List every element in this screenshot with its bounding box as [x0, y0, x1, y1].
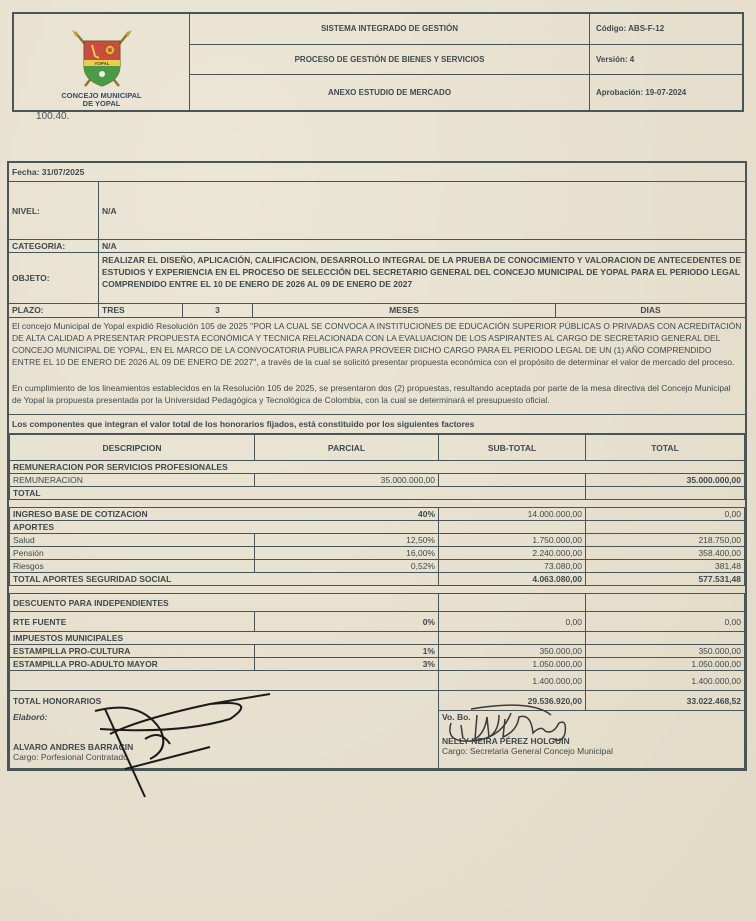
fecha-row [9, 163, 745, 182]
categoria-row [9, 240, 745, 253]
plazo-label: PLAZO: [9, 304, 99, 317]
fees-table-header [10, 435, 745, 461]
coat-of-arms-icon [67, 28, 137, 90]
document-code: Código: ABS-F-12 [590, 13, 744, 44]
row-subtotal: 14.000.000,00 [439, 508, 586, 521]
row-total: 0,00 [586, 508, 745, 521]
row-total: 577.531,48 [586, 573, 745, 586]
row-parcial: 40% [417, 509, 435, 519]
org-name-line1: CONCEJO MUNICIPAL [61, 91, 142, 100]
categoria-value: N/A [102, 241, 117, 251]
table-row [10, 560, 745, 573]
components-statement: Los componentes que integran el valor total de los honorarios fijados, está constituido por los siguientes factores [12, 419, 475, 429]
row-label: TOTAL HONORARIOS [10, 691, 439, 711]
row-parcial: 35.000.000,00 [255, 474, 439, 487]
elaboro-label: Elaboró: [13, 711, 48, 722]
row-label: DESCUENTO PARA INDEPENDIENTES [10, 594, 439, 612]
row-total: 381,48 [586, 560, 745, 573]
row-subtotal: 73.080,00 [439, 560, 586, 573]
table-row [10, 487, 745, 500]
column-header-subtotal: SUB-TOTAL [439, 435, 586, 461]
plazo-text: TRES [99, 304, 183, 317]
row-subtotal: 0,00 [439, 612, 586, 632]
table-row [10, 547, 745, 560]
column-header-parcial: PARCIAL [255, 435, 439, 461]
table-row [10, 612, 745, 632]
row-parcial: 0% [255, 612, 439, 632]
column-header-total: TOTAL [586, 435, 745, 461]
row-label: Pensión [10, 547, 255, 560]
plazo-unit: MESES [253, 304, 556, 317]
plazo-days-label: DIAS [640, 305, 661, 315]
plazo-number: 3 [183, 304, 253, 317]
nivel-label: NIVEL: [9, 182, 99, 239]
column-header-descripcion: DESCRIPCION [10, 435, 255, 461]
table-row [10, 671, 745, 691]
table-row [10, 474, 745, 487]
objeto-label: OBJETO: [9, 253, 99, 303]
row-label: ESTAMPILLA PRO-ADULTO MAYOR [10, 658, 255, 671]
row-subtotal: 4.063.080,00 [439, 573, 586, 586]
system-name: SISTEMA INTEGRADO DE GESTIÓN [190, 13, 590, 44]
elaboro-name: ALVARO ANDRES BARRACIN [13, 741, 134, 752]
row-parcial: 1% [255, 645, 439, 658]
objeto-row [9, 253, 745, 304]
nivel-row [9, 182, 745, 240]
row-total: 35.000.000,00 [586, 474, 745, 487]
row-parcial: 0,52% [255, 560, 439, 573]
row-parcial: 3% [255, 658, 439, 671]
row-parcial: 12,50% [255, 534, 439, 547]
fecha: Fecha: 31/07/2025 [12, 167, 85, 177]
objeto-value: REALIZAR EL DISEÑO, APLICACIÓN, CALIFICACION, DESARROLLO INTEGRAL DE LA PRUEBA DE CONOCIMIENTO Y VALORACION DE ANTECEDENTES DE ESTUDIOS Y EXPERIENCIA EN EL PROCESO DE SELECCIÓN DEL SECRETARIO GENERAL DEL CONCEJO MUNICIPAL DE YOPAL PARA EL PERIODO LEGAL COMPRENDIDO ENTRE EL 10 DE ENERO DE 2026 AL 09 DE ENERO DE 2027 [102, 255, 742, 289]
reference-number: 100.40. [36, 111, 70, 122]
justification-paragraph-1: El concejo Municipal de Yopal expidió Resolución 105 de 2025 "POR LA CUAL SE CONVOCA A INSTITUCIONES DE EDUCACIÓN SUPERIOR PÚBLICAS O PRIVADAS CON ACREDITACIÓN DE ALTA CALIDAD A PRESENTAR PROPUESTA ECONÓMICA Y TECNICA RELACIONADA CON LA EVALUACION DE LOS ASPIRANTES AL CARGO DE SECRETARIO GENERAL DEL CONCEJO MUNICIPAL DE YOPAL, EN EL MARCO DE LA CONVOCATORIA PUBLICA PARA PROVEER DICHO CARGO PARA EL PERIODO LEGAL DE UN (1) AÑO COMPRENDIDO ENTRE EL 10 DE ENERO DE 2026 AL 09 DE ENERO DE 2027", a través de la cual se solicitó presentar propuesta económica con el propósito de determinar el valor de mercado del proceso. [12, 321, 742, 367]
row-label: APORTES [10, 521, 439, 534]
row-label: RTE FUENTE [10, 612, 255, 632]
table-row [10, 658, 745, 671]
ibc-label: INGRESO BASE DE COTIZACION [13, 509, 148, 519]
row-subtotal: 350.000,00 [439, 645, 586, 658]
plazo-row [9, 304, 745, 318]
row-subtotal: 1.400.000,00 [439, 671, 586, 691]
row-parcial: 16,00% [255, 547, 439, 560]
fees-table [9, 434, 745, 769]
elaboro-role: Cargo: Porfesional Contratado [13, 751, 128, 762]
section-label: REMUNERACION POR SERVICIOS PROFESIONALES [10, 461, 745, 474]
elaboro-signature-icon [50, 689, 280, 799]
row-total: 0,00 [586, 612, 745, 632]
process-name: PROCESO DE GESTIÓN DE BIENES Y SERVICIOS [190, 44, 590, 74]
components-row [9, 415, 745, 434]
row-label: REMUNERACION [10, 474, 255, 487]
row-subtotal: 2.240.000,00 [439, 547, 586, 560]
vobo-label: Vo. Bo. [442, 712, 471, 722]
vobo-block [439, 711, 745, 769]
row-total: 358.400,00 [586, 547, 745, 560]
justification-paragraph-2: En cumplimiento de los lineamientos establecidos en la Resolución 105 de 2025, se presentaron dos (2) propuestas, resultando aceptada por parte de la mesa directiva del Concejo Municipal de Yopal la propuesta presentada por la Universidad Pedagógica y Tecnológica de Colombia, con la cual se determinará el presupuesto oficial. [12, 383, 731, 405]
row-subtotal: 1.050.000,00 [439, 658, 586, 671]
svg-text:YOPAL: YOPAL [93, 61, 110, 66]
row-label: TOTAL [10, 487, 586, 500]
table-row [10, 508, 745, 521]
categoria-label: CATEGORIA: [9, 240, 99, 252]
document-header [12, 12, 744, 112]
section-remuneracion [10, 461, 745, 474]
row-label: IMPUESTOS MUNICIPALES [10, 632, 439, 645]
row-total: 1.400.000,00 [586, 671, 745, 691]
nivel-value: N/A [102, 205, 117, 216]
org-name-line2: DE YOPAL [82, 99, 121, 108]
table-row [10, 573, 745, 586]
row-total: 218.750,00 [586, 534, 745, 547]
vobo-role: Cargo: Secretaria General Concejo Municipal [442, 746, 614, 756]
justification-block [9, 318, 745, 415]
row-subtotal: 29.536.920,00 [439, 691, 586, 711]
row-subtotal: 1.750.000,00 [439, 534, 586, 547]
logo-cell [13, 13, 190, 111]
row-total: 350.000,00 [586, 645, 745, 658]
vobo-name: NELLY NEIRA PÉREZ HOLGUÍN [442, 736, 570, 746]
row-label [10, 508, 439, 521]
approval-date: Aprobación: 19-07-2024 [590, 74, 744, 111]
row-total: 1.050.000,00 [586, 658, 745, 671]
market-study-form [7, 161, 747, 771]
row-label: ESTAMPILLA PRO-CULTURA [10, 645, 255, 658]
row-label: TOTAL APORTES SEGURIDAD SOCIAL [10, 573, 439, 586]
row-label: Riesgos [10, 560, 255, 573]
elaboro-block [10, 711, 439, 769]
table-row [10, 521, 745, 534]
document-title: ANEXO ESTUDIO DE MERCADO [190, 74, 590, 111]
document-version: Versión: 4 [590, 44, 744, 74]
row-label: Salud [10, 534, 255, 547]
table-row [10, 645, 745, 658]
table-row [10, 534, 745, 547]
vobo-signature-icon [441, 703, 591, 751]
signatures-row [10, 711, 745, 769]
row-total: 33.022.468,52 [586, 691, 745, 711]
table-row [10, 594, 745, 612]
table-row [10, 632, 745, 645]
